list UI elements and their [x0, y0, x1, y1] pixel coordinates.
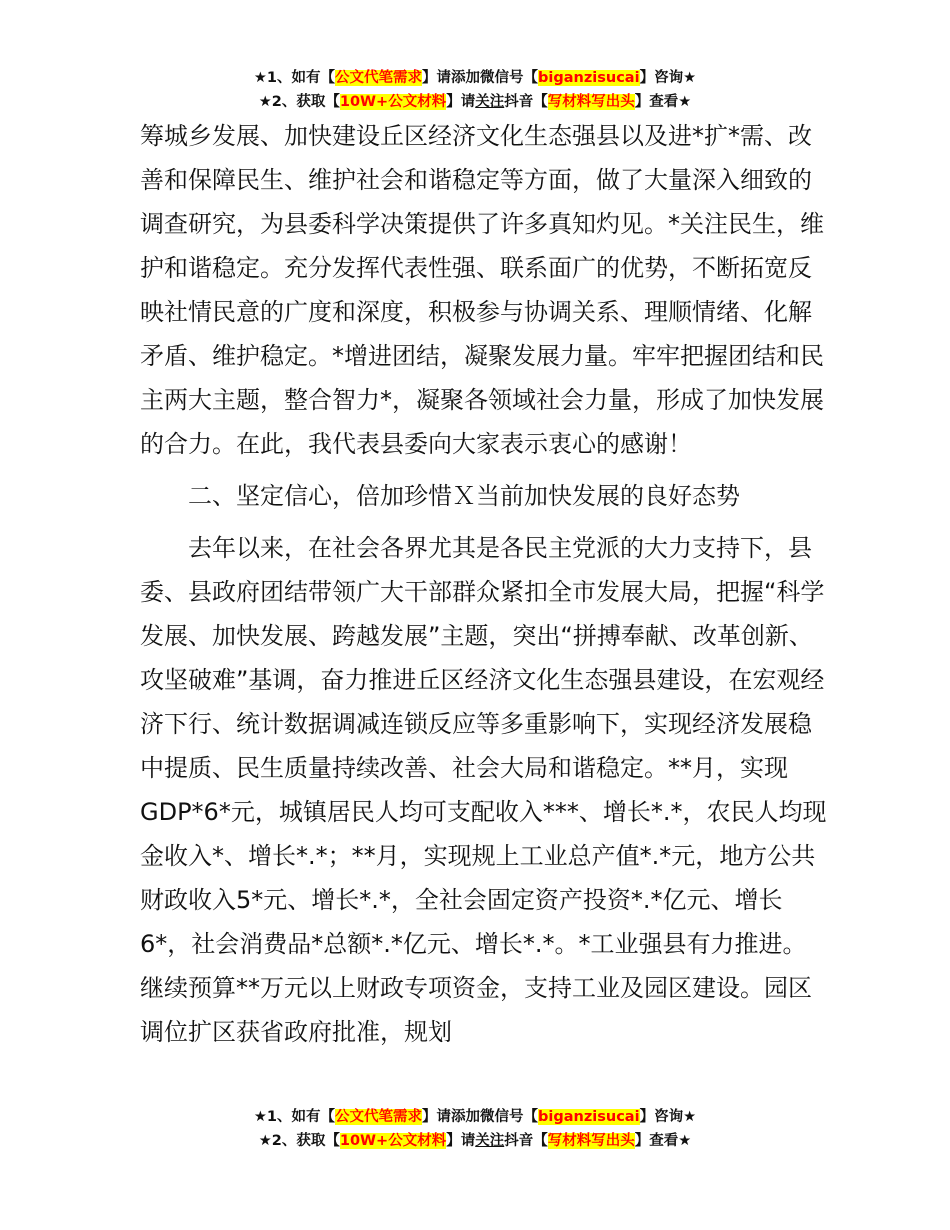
- footer-line-2: [0, 1129, 950, 1153]
- header-line-2-suffix: 】查看★: [634, 94, 692, 110]
- header-highlight-douyin: 写材料写出头: [547, 94, 635, 110]
- document-body: [140, 114, 830, 1054]
- footer-line-1: [0, 1105, 950, 1129]
- footer-highlight-materials: 10W+公文材料: [339, 1133, 447, 1149]
- header-line-1-suffix: 】咨询★: [639, 70, 697, 86]
- header-line-2-mid-b: 抖音【: [504, 94, 548, 110]
- header-follow-text: 关注: [475, 94, 505, 110]
- header-line-1-mid: 】请添加微信号【: [422, 70, 539, 86]
- footer-highlight-douyin: 写材料写出头: [547, 1133, 635, 1149]
- footer-line-2-mid-a: 】请: [446, 1133, 476, 1149]
- header-line-1: [0, 66, 950, 90]
- footer-follow-text: 关注: [475, 1133, 505, 1149]
- header-banner: [0, 66, 950, 114]
- section-heading-2: 二、坚定信心，倍加珍惜Ｘ当前加快发展的良好态势: [188, 482, 740, 510]
- footer-line-2-suffix: 】查看★: [634, 1133, 692, 1149]
- footer-line-1-prefix: ★1、如有【: [253, 1109, 336, 1125]
- footer-line-1-suffix: 】咨询★: [639, 1109, 697, 1125]
- header-line-2-mid-a: 】请: [446, 94, 476, 110]
- header-highlight-materials: 10W+公文材料: [339, 94, 447, 110]
- paragraph-1: 筹城乡发展、加快建设丘区经济文化生态强县以及进*扩*需、改善和保障民生、维护社会和谐稳定等方面，做了大量深入细致的调查研究，为县委科学决策提供了许多真知灼见。*关注民生，维护和谐稳定。充分发挥代表性强、联系面广的优势，不断拓宽反映社情民意的广度和深度，积极参与协调关系、理顺情绪、化解矛盾、维护稳定。*增进团结，凝聚发展力量。牢牢把握团结和民主两大主题，整合智力*，凝聚各领域社会力量，形成了加快发展的合力。在此，我代表县委向大家表示衷心的感谢！: [140, 122, 824, 458]
- footer-line-2-prefix: ★2、获取【: [258, 1133, 340, 1149]
- footer-highlight-ghostwriting: 公文代笔需求: [335, 1109, 423, 1125]
- footer-line-1-mid: 】请添加微信号【: [422, 1109, 539, 1125]
- header-highlight-ghostwriting: 公文代笔需求: [335, 70, 423, 86]
- footer-banner: [0, 1105, 950, 1153]
- header-line-2: [0, 90, 950, 114]
- header-highlight-wechat-id: biganzisucai: [538, 70, 640, 86]
- header-line-1-prefix: ★1、如有【: [253, 70, 336, 86]
- header-line-2-prefix: ★2、获取【: [258, 94, 340, 110]
- footer-line-2-mid-b: 抖音【: [504, 1133, 548, 1149]
- paragraph-2: 去年以来，在社会各界尤其是各民主党派的大力支持下，县委、县政府团结带领广大干部群众紧扣全市发展大局，把握“科学发展、加快发展、跨越发展”主题，突出“拼搏奉献、改革创新、攻坚破难”基调，奋力推进丘区经济文化生态强县建设，在宏观经济下行、统计数据调减连锁反应等多重影响下，实现经济发展稳中提质、民生质量持续改善、社会大局和谐稳定。**月，实现GDP*6*元，城镇居民人均可支配收入***、增长*.*，农民人均现金收入*、增长*.*；**月，实现规上工业总产值*.*元，地方公共财政收入5*元、增长*.*，全社会固定资产投资*.*亿元、增长6*，社会消费品*总额*.*亿元、增长*.*。*工业强县有力推进。继续预算**万元以上财政专项资金，支持工业及园区建设。园区调位扩区获省政府批准，规划: [140, 534, 827, 1046]
- footer-highlight-wechat-id: biganzisucai: [538, 1109, 640, 1125]
